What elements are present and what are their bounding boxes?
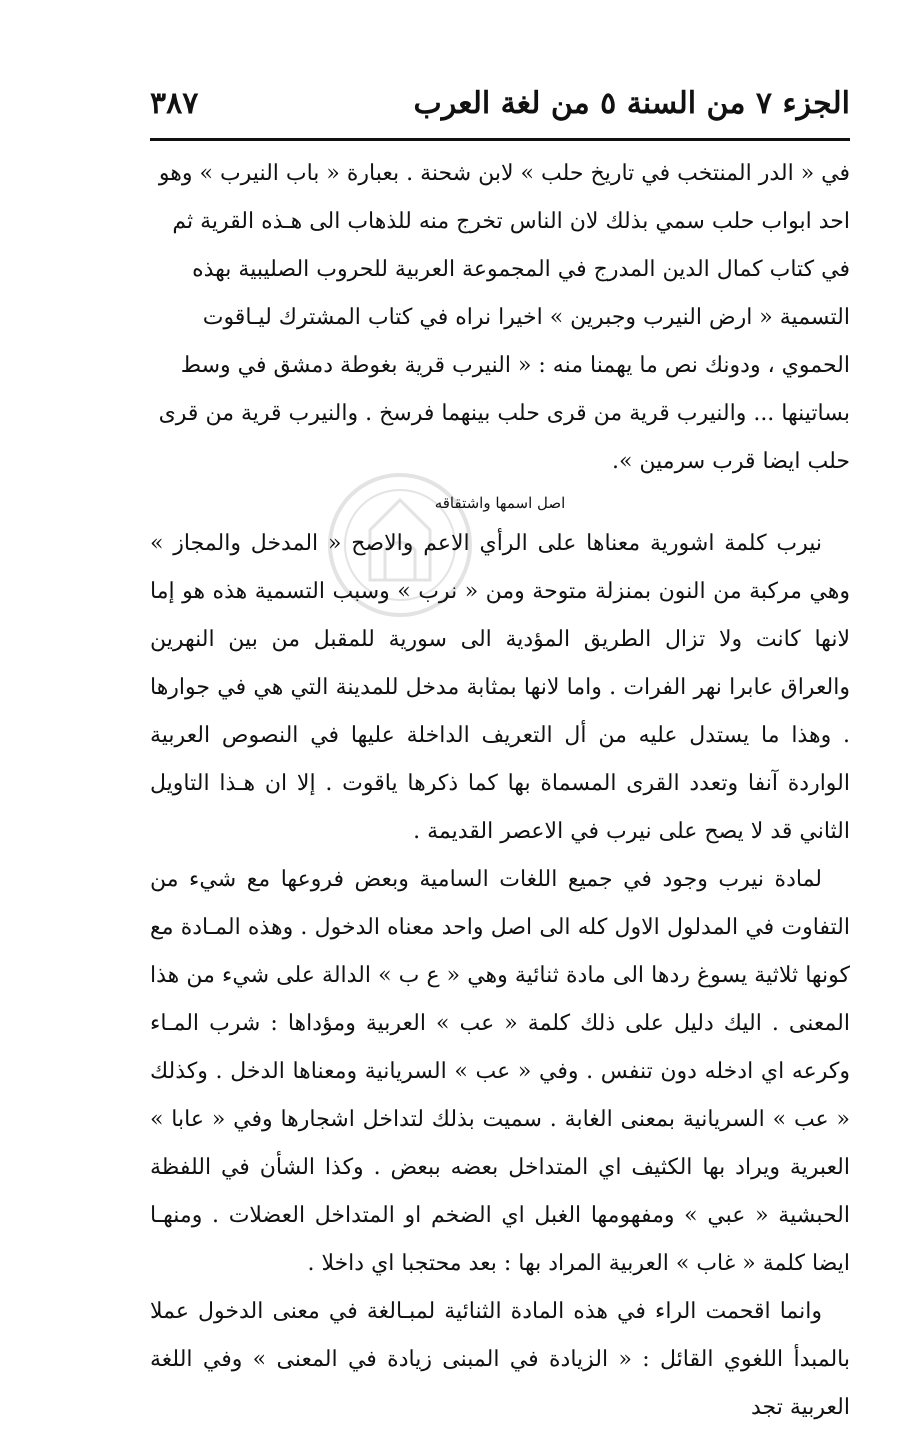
running-title: الجزء ٧ من السنة ٥ من لغة العرب [413,86,850,121]
section-heading: اصل اسمها واشتقاقه [434,494,566,512]
paragraph-3: لمادة نيرب وجود في جميع اللغات السامية وبعض فروعها مع شيء من التفاوت في المدلول الاول كله الى اصل واحد معناه الدخول . وهذه المـادة مع كونها ثلاثية يسوغ ردها الى مادة ثنائية وهي « ع ب » الدالة على شيء من هذا المعنى . اليك دليل على ذلك كلمة « عب » العربية ومؤداها : شرب المـاء وكرعه اي ادخله دون تنفس . وفي « عب » السريانية ومعناها الدخل . وكذلك « عب » السريانية بمعنى الغابة . سميت بذلك لتداخل اشجارها وفي « عابا » العبرية ويراد بها الكثيف اي المتداخل بعضه ببعض . وكذا الشأن في اللفظة الحبشية « عبي » ومفهومها الغبل اي الضخم او المتداخل العضلات . ومنهـا ايضا كلمة « غاب » العربية المراد بها : بعد محتجبا اي داخلا . [150,867,850,1276]
paragraph-2: نيرب كلمة اشورية معناها على الرأي الاعم والاصح « المدخل والمجاز » وهي مركبة من النون بمنزلة متوحة ومن « نرب » وسبب التسمية هذه هو إما لانها كانت ولا تزال الطريق المؤدية الى سورية للمقبل من بين النهرين والعراق عابرا نهر الفرات . واما لانها بمثابة مدخل للمدينة التي هي في جوارها . وهذا ما يستدل عليه من أل التعريف الداخلة عليها في النصوص العربية الواردة آنفا وتعدد القرى المسماة بها كما ذكرها ياقوت . إلا ان هـذا التاويل الثاني قد لا يصح على نيرب في الاعصر القديمة . [150,531,850,844]
body-text [150,150,850,1432]
paragraph-1: في « الدر المنتخب في تاريخ حلب » لابن شحنة . بعبارة « باب النيرب » وهو احد ابواب حلب سمي بذلك لان الناس تخرج منه للذهاب الى هـذه القرية ثم في كتاب كمال الدين المدرج في المجموعة العربية للحروب الصليبية بهذه التسمية « ارض النيرب وجبرين » اخيرا نراه في كتاب المشترك ليـاقوت الحموي ، ودونك نص ما يهمنا منه : « النيرب قرية بغوطة دمشق في وسط بساتينها ... والنيرب قرية من قرى حلب بينهما فرسخ . والنيرب قرية من قرى حلب ايضا قرب سرمين ». [158,161,850,474]
paragraph-4: وانما اقحمت الراء في هذه المادة الثنائية لمبـالغة في معنى الدخول عملا بالمبدأ اللغوي القائل : « الزيادة في المبنى زيادة في المعنى » وفي اللغة العربية تجد [150,1299,850,1420]
page-header [150,78,850,138]
header-rule [150,138,850,141]
page-number: ٣٨٧ [150,86,199,121]
